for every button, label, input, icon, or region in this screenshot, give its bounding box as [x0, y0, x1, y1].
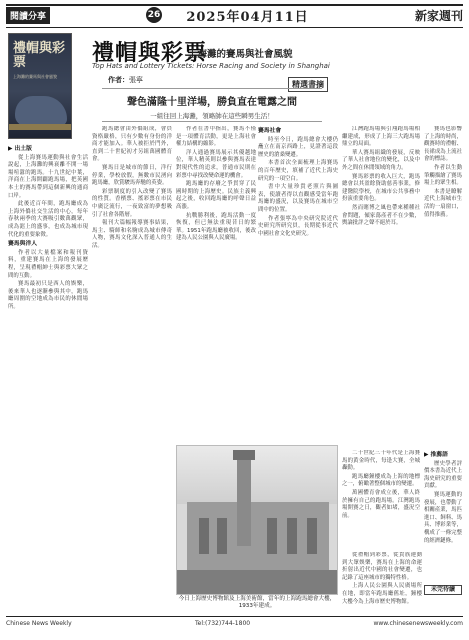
paragraph: 本書是瞭解近代上海城市生活的一扇窗口，值得推薦。: [424, 188, 462, 218]
paragraph: 賽馬運動的發展，也帶動了相關產業，馬匹進口、飼料、馬具、博彩業等，構成了一條完整的經濟鏈條。: [424, 491, 462, 544]
cover-horse-illustration: [15, 96, 67, 126]
text-column-5-lower: [342, 450, 420, 550]
paragraph: 此後近百年間，跑馬廳成為上海外僑社交生活的中心，每年春秋兩季的大賽吸引數萬觀眾，成為滬上的盛事，也成為城市現代化的重要象徵。: [8, 201, 88, 238]
recommend-badge: 精選書摘: [288, 77, 328, 92]
paragraph: 抗戰勝利後，跑馬活動一度恢復，但已無法重現昔日的繁華。1951年跑馬廳被收回，後改建為人民公園與人民廣場。: [176, 212, 256, 242]
text-column-3: [176, 126, 256, 442]
paragraph: 作者以生動筆觸描繪了賽馬場上的眾生相。: [424, 164, 462, 187]
photo-window: [217, 518, 227, 554]
paragraph: 二十世紀三十年代是上海賽馬的黃金時代，每逢大賽，全城轟動。: [342, 450, 420, 472]
paragraph: 書中大量珍貴老照片與圖表，使讀者得以直觀感受當年跑馬廳的盛況，以及賽馬在城市空間中的位置。: [258, 184, 338, 213]
paragraph: 作者以大量檔案和報刊資料，重建賽馬在上海的發展歷程，呈現禮帽紳士與彩票大眾之間的互動。: [8, 249, 88, 279]
paragraph: 跑馬廳鐘樓成為上海的地標之一，俯瞰著整個城市的變遷。: [342, 473, 420, 488]
paragraph: 華人賽馬組織的發展，反映了華人社會地位的變化，以及中外之間在休閒領域的角力。: [342, 149, 420, 171]
end-mark: 未完待續: [424, 585, 462, 595]
paragraph: 作者張寧為中央研究院近代史研究所研究員，長期從事近代中國社會文化史研究。: [258, 215, 338, 237]
text-column-closing: [342, 552, 422, 612]
page-footer: [6, 620, 463, 627]
paragraph: 本書首次全面梳理上海賽馬的百年歷史，填補了近代上海史研究的一項空白。: [258, 160, 338, 182]
cover-title: 禮帽與彩票: [13, 41, 66, 70]
paragraph: 跑馬廳的存廢之爭貫穿了民國時期的上海歷史。民族主義興起之後，收回跑馬廳的呼聲日益高漲。: [176, 181, 256, 210]
paragraph: 時至今日，跑馬總會大樓仍矗立在南京西路上，見證著這段歷史的滄桑變遷。: [258, 136, 338, 158]
photo-caption: 今日上海歷史博物館及上海美術館，當年的上海跑馬總會大樓，1933年建成。: [178, 596, 336, 609]
author-label: 作者：: [108, 76, 129, 84]
paragraph: 然而賭博之風也帶來種種社會問題，傾家蕩產者不在少數，輿論批評之聲不絕於耳。: [342, 204, 420, 227]
paragraph: 上海人民公園與人民廣場所在地，即當年跑馬廳舊址，鐘樓大樓今為上海市歷史博物館。: [342, 583, 422, 605]
pull-quote-sub: 一組往回上海灘，領略帥在這些瞬男生活！: [150, 112, 274, 120]
cover-band: [9, 124, 71, 130]
paragraph: 作者在書中指出，賽馬不僅是一項體育活動，更是上海社會權力結構的縮影。: [176, 126, 256, 148]
photo-clock-tower: [237, 456, 251, 546]
photo-window: [199, 518, 209, 554]
photo-tower-top: [233, 450, 255, 460]
photo-window: [307, 518, 317, 554]
cover-subtitle: 上海灘的賽馬與社會風貌: [13, 74, 57, 79]
header-rule: [6, 27, 463, 28]
paragraph: 洋人通過賽馬展示其優越地位，華人精英則以參與賽馬表達對現代性的追求，普通市民則在彩票中尋找改變命運的機會。: [176, 149, 256, 179]
paragraph: 從禮帽到彩票，從貴族運動到大眾娛樂，賽馬在上海的命運折射出近代中國的社會變遷，也記錄了這座城市的獨特性格。: [342, 552, 422, 581]
paragraph: 歷史學者評價本書為近代上海史研究的重要貢獻。: [424, 460, 462, 490]
text-column-5: [342, 126, 420, 442]
paragraph: 賽馬彩票的收入巨大，跑馬總會以其盈餘資助慈善事業，修建醫院學校，在城市公共事務中扮演重要角色。: [342, 173, 420, 203]
paragraph: 萬國體育會成立後，華人終於擁有自己的跑馬場。江灣跑馬場開賽之日，觀者如堵，盛況空前。: [342, 489, 420, 519]
paragraph: 賽馬最初只是西人的娛樂，後來華人也逐漸參與其中，跑馬廳周圍的空地成為市民的休閒場所。: [8, 281, 88, 310]
photo-window: [287, 518, 297, 554]
paragraph: 報刊大篇幅報導賽事結果，馬主、騎師和名駒成為城市傳奇人物，賽馬文化深入普通人的生活。: [92, 220, 172, 249]
article-title: 禮帽與彩票: [92, 40, 208, 66]
section-heading: 賽馬與洋人: [8, 241, 37, 248]
racecourse-building-photo: [176, 445, 338, 595]
footer-website: www.chinesenewsweekly.com: [373, 620, 463, 627]
pull-quote-main: 聲色滿隆十里洋場，勝負直在電露之間: [127, 97, 297, 108]
paragraph: 跑馬總會由外僑組成，會員資格嚴格，只有少數有身份的洋商才能加入。華人被拒於門外，直到二十世紀初才另組萬國體育會。: [92, 126, 172, 163]
page-number: 26: [146, 7, 162, 23]
paragraph: 賽馬日是城市的節日，洋行停業，學校放假，無數市民湧向跑馬廳，欣賞駿馬奔馳的英姿。: [92, 164, 172, 187]
photo-sky: [177, 446, 337, 504]
photo-ground: [177, 570, 337, 594]
paragraph: 彩票制度的引入改變了賽馬的性質。香檳票、搖彩票在市民中廣泛流行，一夜致富的夢想吸引了社會各階層。: [92, 188, 172, 218]
paragraph: 賽馬也影響了上海的時尚，觀賽時的禮帽、長裙成為上流社會的標誌。: [424, 126, 462, 163]
section-heading: 賽馬社會: [258, 128, 282, 134]
footer-rule: [6, 616, 463, 617]
text-column-4: [258, 126, 338, 442]
section-heading: ▶ 出土版: [8, 146, 32, 152]
footer-phone: Tel:(732)744-1800: [195, 620, 251, 627]
page-header: [6, 4, 463, 26]
text-column-2: [92, 126, 172, 546]
text-column-1: [8, 144, 88, 546]
article-subtitle: 上海灘的賽馬與社會風貌: [188, 49, 293, 60]
author-name: 張寧: [129, 76, 143, 84]
section-left: [6, 7, 146, 24]
article-author: [108, 75, 143, 85]
article-title-english: Top Hats and Lottery Tickets: Horse Racing and Society in Shanghai: [92, 62, 330, 70]
book-cover-image: [8, 33, 72, 139]
footer-publication: Chinese News Weekly: [6, 620, 72, 627]
section-heading: ▶ 推薦語: [424, 452, 448, 458]
paragraph: 江灣跑馬場與引翔跑馬場相繼建成，形成了上海三大跑馬場鼎立的局面。: [342, 126, 420, 148]
paragraph: 從上海賽馬運動與社會生活說起，上海灘的興衰離不開一場場喧囂的跑馬。十九世紀中葉，洋商在上海開闢跑馬場，把英國本土的賽馬帶到這個新興的通商口岸。: [8, 154, 88, 199]
section-tag: 閱讀分享: [6, 7, 50, 24]
photo-window: [267, 518, 277, 554]
section-right: 新家週刊: [414, 8, 463, 23]
text-column-6: [424, 126, 462, 442]
issue-date: 2025年04月11日: [186, 9, 309, 25]
pull-quote: [102, 88, 322, 122]
text-column-6-lower: [424, 450, 462, 550]
